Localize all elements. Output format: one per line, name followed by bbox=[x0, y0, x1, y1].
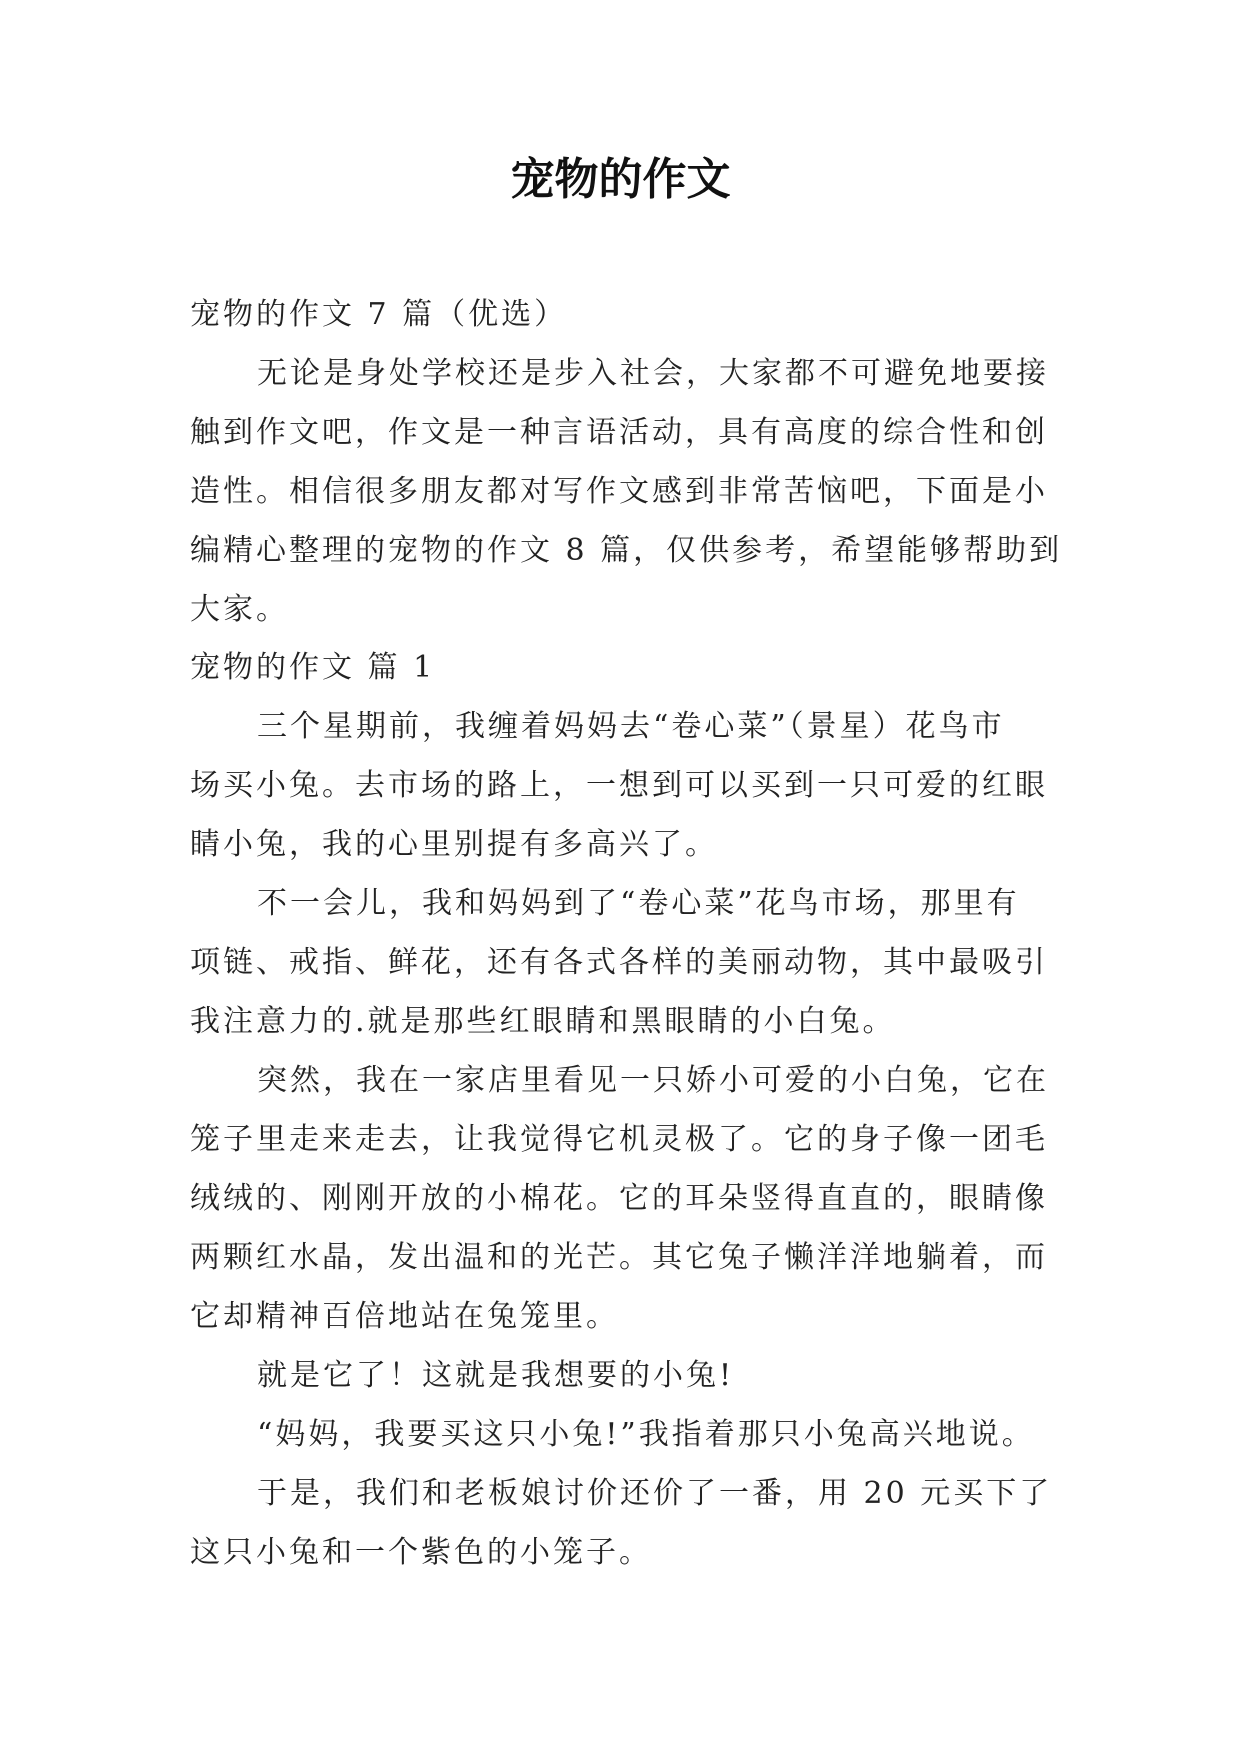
body-line: 突然，我在一家店里看见一只娇小可爱的小白兔，它在 bbox=[257, 1063, 1049, 1098]
page-title: 宠物的作文 bbox=[510, 154, 731, 205]
body-line: 我注意力的.就是那些红眼睛和黑眼睛的小白兔。 bbox=[190, 1004, 896, 1039]
intro-line: 大家。 bbox=[190, 592, 289, 627]
body-line: “妈妈，我要买这只小兔!”我指着那只小兔高兴地说。 bbox=[257, 1417, 1035, 1452]
intro-line: 触到作文吧，作文是一种言语活动，具有高度的综合性和创 bbox=[190, 415, 1048, 450]
intro-line: 无论是身处学校还是步入社会，大家都不可避免地要接 bbox=[257, 356, 1049, 391]
section-heading: 宠物的作文 篇 1 bbox=[190, 650, 436, 685]
body-line: 这只小兔和一个紫色的小笼子。 bbox=[190, 1535, 652, 1570]
body-line: 场买小兔。去市场的路上，一想到可以买到一只可爱的红眼 bbox=[190, 768, 1048, 803]
body-line: 项链、戒指、鲜花，还有各式各样的美丽动物，其中最吸引 bbox=[190, 945, 1048, 980]
intro-line: 编精心整理的宠物的作文 8 篇，仅供参考，希望能够帮助到 bbox=[190, 533, 1063, 568]
body-line: 睛小兔，我的心里别提有多高兴了。 bbox=[190, 827, 718, 862]
body-line: 就是它了！这就是我想要的小兔! bbox=[257, 1358, 735, 1393]
body-line: 于是，我们和老板娘讨价还价了一番，用 20 元买下了 bbox=[257, 1476, 1053, 1511]
intro-line: 造性。相信很多朋友都对写作文感到非常苦恼吧，下面是小 bbox=[190, 474, 1048, 509]
body-line: 它却精神百倍地站在兔笼里。 bbox=[190, 1299, 619, 1334]
body-line: 笼子里走来走去，让我觉得它机灵极了。它的身子像一团毛 bbox=[190, 1122, 1048, 1157]
body-line: 两颗红水晶，发出温和的光芒。其它兔子懒洋洋地躺着，而 bbox=[190, 1240, 1048, 1275]
body-line: 不一会儿，我和妈妈到了“卷心菜”花鸟市场，那里有 bbox=[257, 886, 1020, 921]
body-line: 绒绒的、刚刚开放的小棉花。它的耳朵竖得直直的，眼睛像 bbox=[190, 1181, 1048, 1216]
document-subtitle: 宠物的作文 7 篇（优选） bbox=[190, 297, 568, 332]
body-line: 三个星期前，我缠着妈妈去“卷心菜”（景星）花鸟市 bbox=[257, 709, 1005, 744]
